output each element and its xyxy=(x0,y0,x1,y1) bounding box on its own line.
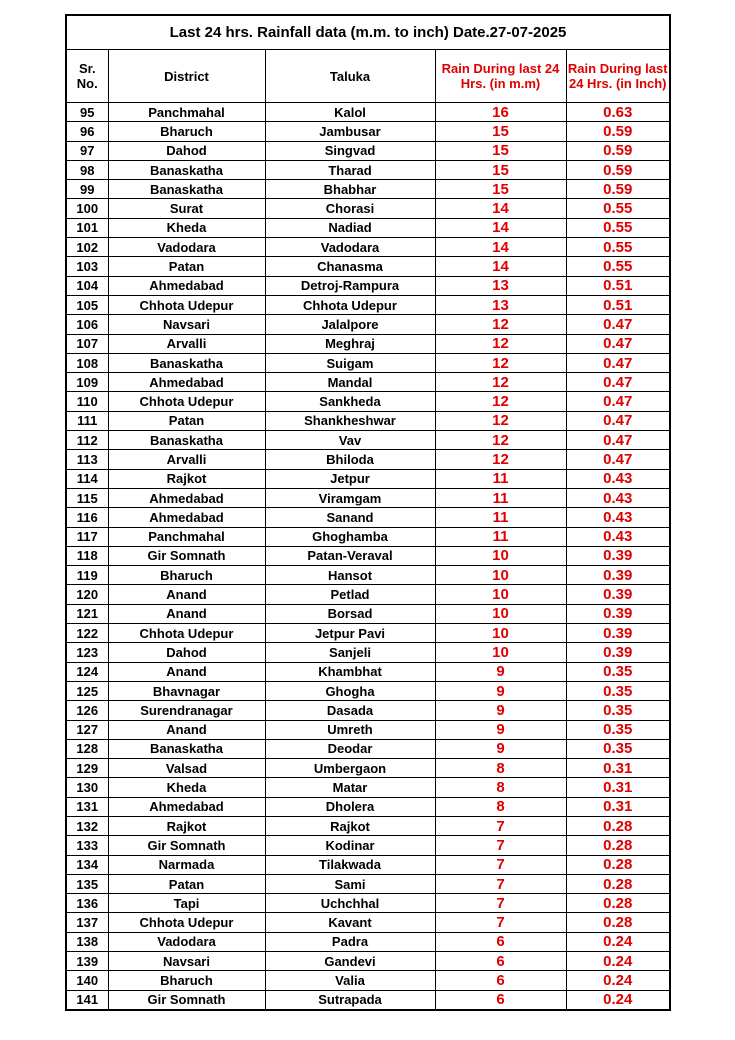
rain-inch-cell: 0.59 xyxy=(566,122,669,141)
taluka-cell: Jambusar xyxy=(265,122,435,141)
rain-inch-cell: 0.43 xyxy=(566,508,669,527)
taluka-cell: Jalalpore xyxy=(265,315,435,334)
rainfall-table xyxy=(67,50,669,1009)
sr-no-cell: 127 xyxy=(67,720,108,739)
rain-inch-cell: 0.43 xyxy=(566,488,669,507)
rain-inch-cell: 0.39 xyxy=(566,604,669,623)
rain-mm-cell: 14 xyxy=(435,238,566,257)
sr-no-cell: 129 xyxy=(67,759,108,778)
taluka-cell: Hansot xyxy=(265,566,435,585)
sr-no-cell: 117 xyxy=(67,527,108,546)
rain-mm-cell: 13 xyxy=(435,276,566,295)
rain-inch-cell: 0.28 xyxy=(566,816,669,835)
rain-inch-cell: 0.47 xyxy=(566,450,669,469)
rain-inch-cell: 0.35 xyxy=(566,681,669,700)
rain-inch-cell: 0.35 xyxy=(566,701,669,720)
rain-inch-cell: 0.51 xyxy=(566,276,669,295)
rain-inch-cell: 0.24 xyxy=(566,932,669,951)
sr-no-cell: 105 xyxy=(67,295,108,314)
rain-mm-cell: 7 xyxy=(435,913,566,932)
rain-inch-cell: 0.24 xyxy=(566,971,669,990)
rain-inch-cell: 0.28 xyxy=(566,913,669,932)
rain-mm-cell: 12 xyxy=(435,392,566,411)
taluka-cell: Vadodara xyxy=(265,238,435,257)
rain-mm-cell: 7 xyxy=(435,855,566,874)
table-row xyxy=(67,604,669,623)
rain-inch-cell: 0.39 xyxy=(566,585,669,604)
rain-inch-cell: 0.47 xyxy=(566,373,669,392)
table-row xyxy=(67,276,669,295)
taluka-cell: Kodinar xyxy=(265,836,435,855)
rain-inch-cell: 0.47 xyxy=(566,411,669,430)
rain-inch-cell: 0.31 xyxy=(566,759,669,778)
taluka-cell: Jetpur Pavi xyxy=(265,624,435,643)
district-cell: Kheda xyxy=(108,218,265,237)
sr-no-cell: 138 xyxy=(67,932,108,951)
sr-no-cell: 99 xyxy=(67,180,108,199)
rain-inch-cell: 0.24 xyxy=(566,990,669,1009)
district-cell: Gir Somnath xyxy=(108,990,265,1009)
district-cell: Anand xyxy=(108,604,265,623)
rain-mm-cell: 12 xyxy=(435,373,566,392)
district-cell: Ahmedabad xyxy=(108,488,265,507)
sr-no-cell: 124 xyxy=(67,662,108,681)
rain-mm-cell: 14 xyxy=(435,218,566,237)
rain-inch-cell: 0.43 xyxy=(566,469,669,488)
district-cell: Narmada xyxy=(108,855,265,874)
rain-inch-cell: 0.39 xyxy=(566,643,669,662)
table-row xyxy=(67,353,669,372)
rain-mm-cell: 12 xyxy=(435,334,566,353)
taluka-cell: Sankheda xyxy=(265,392,435,411)
rain-mm-cell: 15 xyxy=(435,180,566,199)
district-cell: Ahmedabad xyxy=(108,797,265,816)
rain-mm-cell: 7 xyxy=(435,874,566,893)
district-cell: Chhota Udepur xyxy=(108,392,265,411)
district-cell: Banaskatha xyxy=(108,160,265,179)
taluka-cell: Bhiloda xyxy=(265,450,435,469)
table-row xyxy=(67,624,669,643)
rain-inch-cell: 0.55 xyxy=(566,218,669,237)
district-cell: Panchmahal xyxy=(108,527,265,546)
table-row xyxy=(67,257,669,276)
district-cell: Arvalli xyxy=(108,450,265,469)
district-cell: Dahod xyxy=(108,643,265,662)
sr-no-cell: 140 xyxy=(67,971,108,990)
rain-mm-cell: 15 xyxy=(435,160,566,179)
district-cell: Arvalli xyxy=(108,334,265,353)
rain-mm-cell: 6 xyxy=(435,971,566,990)
table-row xyxy=(67,566,669,585)
sr-no-cell: 118 xyxy=(67,546,108,565)
rain-inch-cell: 0.39 xyxy=(566,546,669,565)
sr-no-cell: 107 xyxy=(67,334,108,353)
table-row xyxy=(67,238,669,257)
sr-no-cell: 103 xyxy=(67,257,108,276)
district-cell: Patan xyxy=(108,257,265,276)
district-cell: Anand xyxy=(108,662,265,681)
sr-no-cell: 136 xyxy=(67,894,108,913)
header-row xyxy=(67,50,669,103)
district-cell: Navsari xyxy=(108,952,265,971)
rain-mm-cell: 7 xyxy=(435,894,566,913)
rain-inch-cell: 0.28 xyxy=(566,874,669,893)
sr-no-cell: 126 xyxy=(67,701,108,720)
district-cell: Bharuch xyxy=(108,971,265,990)
sr-no-cell: 111 xyxy=(67,411,108,430)
district-cell: Valsad xyxy=(108,759,265,778)
rain-mm-cell: 8 xyxy=(435,759,566,778)
rain-mm-cell: 10 xyxy=(435,566,566,585)
table-row xyxy=(67,218,669,237)
taluka-cell: Ghogha xyxy=(265,681,435,700)
sr-no-cell: 135 xyxy=(67,874,108,893)
rain-mm-cell: 6 xyxy=(435,932,566,951)
sr-no-cell: 122 xyxy=(67,624,108,643)
district-cell: Chhota Udepur xyxy=(108,295,265,314)
rain-inch-cell: 0.43 xyxy=(566,527,669,546)
table-row xyxy=(67,450,669,469)
district-cell: Panchmahal xyxy=(108,103,265,122)
rain-inch-cell: 0.28 xyxy=(566,836,669,855)
taluka-cell: Suigam xyxy=(265,353,435,372)
rain-inch-cell: 0.63 xyxy=(566,103,669,122)
sr-no-cell: 119 xyxy=(67,566,108,585)
taluka-cell: Valia xyxy=(265,971,435,990)
rain-mm-cell: 6 xyxy=(435,952,566,971)
rain-mm-cell: 8 xyxy=(435,778,566,797)
table-row xyxy=(67,527,669,546)
sr-no-cell: 112 xyxy=(67,431,108,450)
table-row xyxy=(67,315,669,334)
taluka-cell: Tharad xyxy=(265,160,435,179)
table-row xyxy=(67,836,669,855)
rain-mm-cell: 12 xyxy=(435,411,566,430)
district-cell: Ahmedabad xyxy=(108,276,265,295)
rain-mm-cell: 12 xyxy=(435,353,566,372)
rainfall-sheet xyxy=(65,14,671,1011)
rain-inch-cell: 0.39 xyxy=(566,624,669,643)
taluka-cell: Umbergaon xyxy=(265,759,435,778)
district-cell: Banaskatha xyxy=(108,180,265,199)
table-row xyxy=(67,431,669,450)
rain-mm-cell: 15 xyxy=(435,122,566,141)
taluka-cell: Shankheshwar xyxy=(265,411,435,430)
rain-inch-cell: 0.59 xyxy=(566,180,669,199)
rain-inch-cell: 0.28 xyxy=(566,855,669,874)
sr-no-cell: 98 xyxy=(67,160,108,179)
district-cell: Gir Somnath xyxy=(108,546,265,565)
sr-no-cell: 114 xyxy=(67,469,108,488)
sr-no-cell: 128 xyxy=(67,739,108,758)
table-row xyxy=(67,392,669,411)
table-row xyxy=(67,990,669,1009)
rain-inch-cell: 0.59 xyxy=(566,160,669,179)
district-cell: Surendranagar xyxy=(108,701,265,720)
rain-mm-cell: 8 xyxy=(435,797,566,816)
table-row xyxy=(67,662,669,681)
rain-inch-cell: 0.24 xyxy=(566,952,669,971)
rain-mm-cell: 16 xyxy=(435,103,566,122)
rain-mm-cell: 11 xyxy=(435,508,566,527)
table-row xyxy=(67,701,669,720)
rain-mm-cell: 10 xyxy=(435,624,566,643)
taluka-cell: Sanjeli xyxy=(265,643,435,662)
rain-mm-cell: 9 xyxy=(435,739,566,758)
district-cell: Gir Somnath xyxy=(108,836,265,855)
page-title: Last 24 hrs. Rainfall data (m.m. to inch) Date.27-07-2025 xyxy=(67,16,669,50)
district-cell: Banaskatha xyxy=(108,431,265,450)
rain-inch-cell: 0.31 xyxy=(566,797,669,816)
rain-mm-cell: 10 xyxy=(435,604,566,623)
table-row xyxy=(67,971,669,990)
rain-mm-cell: 9 xyxy=(435,701,566,720)
table-row xyxy=(67,759,669,778)
header-sr-no: Sr. No. xyxy=(67,50,108,103)
sr-no-cell: 125 xyxy=(67,681,108,700)
sr-no-cell: 108 xyxy=(67,353,108,372)
taluka-cell: Meghraj xyxy=(265,334,435,353)
rain-mm-cell: 11 xyxy=(435,469,566,488)
header-rain-inch: Rain During last 24 Hrs. (in Inch) xyxy=(566,50,669,103)
taluka-cell: Uchchhal xyxy=(265,894,435,913)
table-row xyxy=(67,720,669,739)
rain-mm-cell: 15 xyxy=(435,141,566,160)
sr-no-cell: 97 xyxy=(67,141,108,160)
taluka-cell: Viramgam xyxy=(265,488,435,507)
sr-no-cell: 113 xyxy=(67,450,108,469)
sr-no-cell: 102 xyxy=(67,238,108,257)
taluka-cell: Petlad xyxy=(265,585,435,604)
rain-inch-cell: 0.35 xyxy=(566,662,669,681)
rain-mm-cell: 10 xyxy=(435,585,566,604)
taluka-cell: Jetpur xyxy=(265,469,435,488)
rain-inch-cell: 0.31 xyxy=(566,778,669,797)
sr-no-cell: 104 xyxy=(67,276,108,295)
district-cell: Chhota Udepur xyxy=(108,913,265,932)
table-row xyxy=(67,508,669,527)
sr-no-cell: 139 xyxy=(67,952,108,971)
rain-inch-cell: 0.51 xyxy=(566,295,669,314)
rain-mm-cell: 7 xyxy=(435,836,566,855)
rain-inch-cell: 0.47 xyxy=(566,353,669,372)
taluka-cell: Kavant xyxy=(265,913,435,932)
table-row xyxy=(67,373,669,392)
rain-mm-cell: 9 xyxy=(435,720,566,739)
district-cell: Bharuch xyxy=(108,566,265,585)
district-cell: Navsari xyxy=(108,315,265,334)
taluka-cell: Dholera xyxy=(265,797,435,816)
taluka-cell: Gandevi xyxy=(265,952,435,971)
sr-no-cell: 133 xyxy=(67,836,108,855)
rain-inch-cell: 0.35 xyxy=(566,720,669,739)
rain-inch-cell: 0.55 xyxy=(566,257,669,276)
taluka-cell: Rajkot xyxy=(265,816,435,835)
taluka-cell: Matar xyxy=(265,778,435,797)
district-cell: Banaskatha xyxy=(108,353,265,372)
district-cell: Ahmedabad xyxy=(108,508,265,527)
rain-mm-cell: 9 xyxy=(435,681,566,700)
rain-mm-cell: 11 xyxy=(435,527,566,546)
sr-no-cell: 134 xyxy=(67,855,108,874)
table-row xyxy=(67,199,669,218)
sr-no-cell: 115 xyxy=(67,488,108,507)
rain-mm-cell: 13 xyxy=(435,295,566,314)
header-district: District xyxy=(108,50,265,103)
rain-mm-cell: 9 xyxy=(435,662,566,681)
taluka-cell: Borsad xyxy=(265,604,435,623)
sr-no-cell: 109 xyxy=(67,373,108,392)
taluka-cell: Dasada xyxy=(265,701,435,720)
taluka-cell: Patan-Veraval xyxy=(265,546,435,565)
rain-inch-cell: 0.47 xyxy=(566,315,669,334)
table-row xyxy=(67,488,669,507)
rain-mm-cell: 12 xyxy=(435,450,566,469)
table-row xyxy=(67,411,669,430)
rain-inch-cell: 0.28 xyxy=(566,894,669,913)
taluka-cell: Vav xyxy=(265,431,435,450)
rain-mm-cell: 14 xyxy=(435,257,566,276)
rain-inch-cell: 0.59 xyxy=(566,141,669,160)
rain-mm-cell: 12 xyxy=(435,315,566,334)
district-cell: Patan xyxy=(108,874,265,893)
table-row xyxy=(67,141,669,160)
sr-no-cell: 106 xyxy=(67,315,108,334)
rain-inch-cell: 0.55 xyxy=(566,238,669,257)
district-cell: Dahod xyxy=(108,141,265,160)
district-cell: Vadodara xyxy=(108,238,265,257)
table-row xyxy=(67,952,669,971)
district-cell: Tapi xyxy=(108,894,265,913)
taluka-cell: Deodar xyxy=(265,739,435,758)
sr-no-cell: 120 xyxy=(67,585,108,604)
taluka-cell: Kalol xyxy=(265,103,435,122)
sr-no-cell: 96 xyxy=(67,122,108,141)
district-cell: Bhavnagar xyxy=(108,681,265,700)
table-row xyxy=(67,932,669,951)
taluka-cell: Padra xyxy=(265,932,435,951)
district-cell: Patan xyxy=(108,411,265,430)
taluka-cell: Umreth xyxy=(265,720,435,739)
table-row xyxy=(67,160,669,179)
rain-mm-cell: 10 xyxy=(435,643,566,662)
sr-no-cell: 123 xyxy=(67,643,108,662)
table-row xyxy=(67,739,669,758)
table-row xyxy=(67,295,669,314)
taluka-cell: Bhabhar xyxy=(265,180,435,199)
table-row xyxy=(67,546,669,565)
rain-mm-cell: 12 xyxy=(435,431,566,450)
rain-inch-cell: 0.35 xyxy=(566,739,669,758)
rain-inch-cell: 0.39 xyxy=(566,566,669,585)
table-row xyxy=(67,681,669,700)
header-rain-mm: Rain During last 24 Hrs. (in m.m) xyxy=(435,50,566,103)
rain-inch-cell: 0.47 xyxy=(566,431,669,450)
taluka-cell: Mandal xyxy=(265,373,435,392)
table-row xyxy=(67,816,669,835)
district-cell: Vadodara xyxy=(108,932,265,951)
rain-mm-cell: 14 xyxy=(435,199,566,218)
taluka-cell: Sutrapada xyxy=(265,990,435,1009)
rain-mm-cell: 11 xyxy=(435,488,566,507)
district-cell: Rajkot xyxy=(108,816,265,835)
district-cell: Anand xyxy=(108,585,265,604)
sr-no-cell: 100 xyxy=(67,199,108,218)
rain-mm-cell: 7 xyxy=(435,816,566,835)
sr-no-cell: 130 xyxy=(67,778,108,797)
table-row xyxy=(67,585,669,604)
sr-no-cell: 132 xyxy=(67,816,108,835)
taluka-cell: Nadiad xyxy=(265,218,435,237)
rain-inch-cell: 0.47 xyxy=(566,392,669,411)
district-cell: Banaskatha xyxy=(108,739,265,758)
taluka-cell: Chorasi xyxy=(265,199,435,218)
table-row xyxy=(67,334,669,353)
district-cell: Kheda xyxy=(108,778,265,797)
district-cell: Ahmedabad xyxy=(108,373,265,392)
sr-no-cell: 95 xyxy=(67,103,108,122)
taluka-cell: Chanasma xyxy=(265,257,435,276)
taluka-cell: Ghoghamba xyxy=(265,527,435,546)
district-cell: Bharuch xyxy=(108,122,265,141)
district-cell: Anand xyxy=(108,720,265,739)
table-row xyxy=(67,778,669,797)
rain-inch-cell: 0.47 xyxy=(566,334,669,353)
sr-no-cell: 116 xyxy=(67,508,108,527)
district-cell: Rajkot xyxy=(108,469,265,488)
table-row xyxy=(67,797,669,816)
taluka-cell: Sanand xyxy=(265,508,435,527)
district-cell: Surat xyxy=(108,199,265,218)
rain-inch-cell: 0.55 xyxy=(566,199,669,218)
sr-no-cell: 121 xyxy=(67,604,108,623)
taluka-cell: Tilakwada xyxy=(265,855,435,874)
taluka-cell: Khambhat xyxy=(265,662,435,681)
table-row xyxy=(67,469,669,488)
table-row xyxy=(67,894,669,913)
table-row xyxy=(67,913,669,932)
rain-mm-cell: 6 xyxy=(435,990,566,1009)
taluka-cell: Singvad xyxy=(265,141,435,160)
sr-no-cell: 101 xyxy=(67,218,108,237)
table-row xyxy=(67,874,669,893)
table-row xyxy=(67,103,669,122)
rain-mm-cell: 10 xyxy=(435,546,566,565)
table-row xyxy=(67,122,669,141)
header-taluka: Taluka xyxy=(265,50,435,103)
district-cell: Chhota Udepur xyxy=(108,624,265,643)
table-row xyxy=(67,180,669,199)
taluka-cell: Sami xyxy=(265,874,435,893)
sr-no-cell: 137 xyxy=(67,913,108,932)
sr-no-cell: 141 xyxy=(67,990,108,1009)
taluka-cell: Chhota Udepur xyxy=(265,295,435,314)
sr-no-cell: 110 xyxy=(67,392,108,411)
sr-no-cell: 131 xyxy=(67,797,108,816)
table-row xyxy=(67,855,669,874)
taluka-cell: Detroj-Rampura xyxy=(265,276,435,295)
table-row xyxy=(67,643,669,662)
